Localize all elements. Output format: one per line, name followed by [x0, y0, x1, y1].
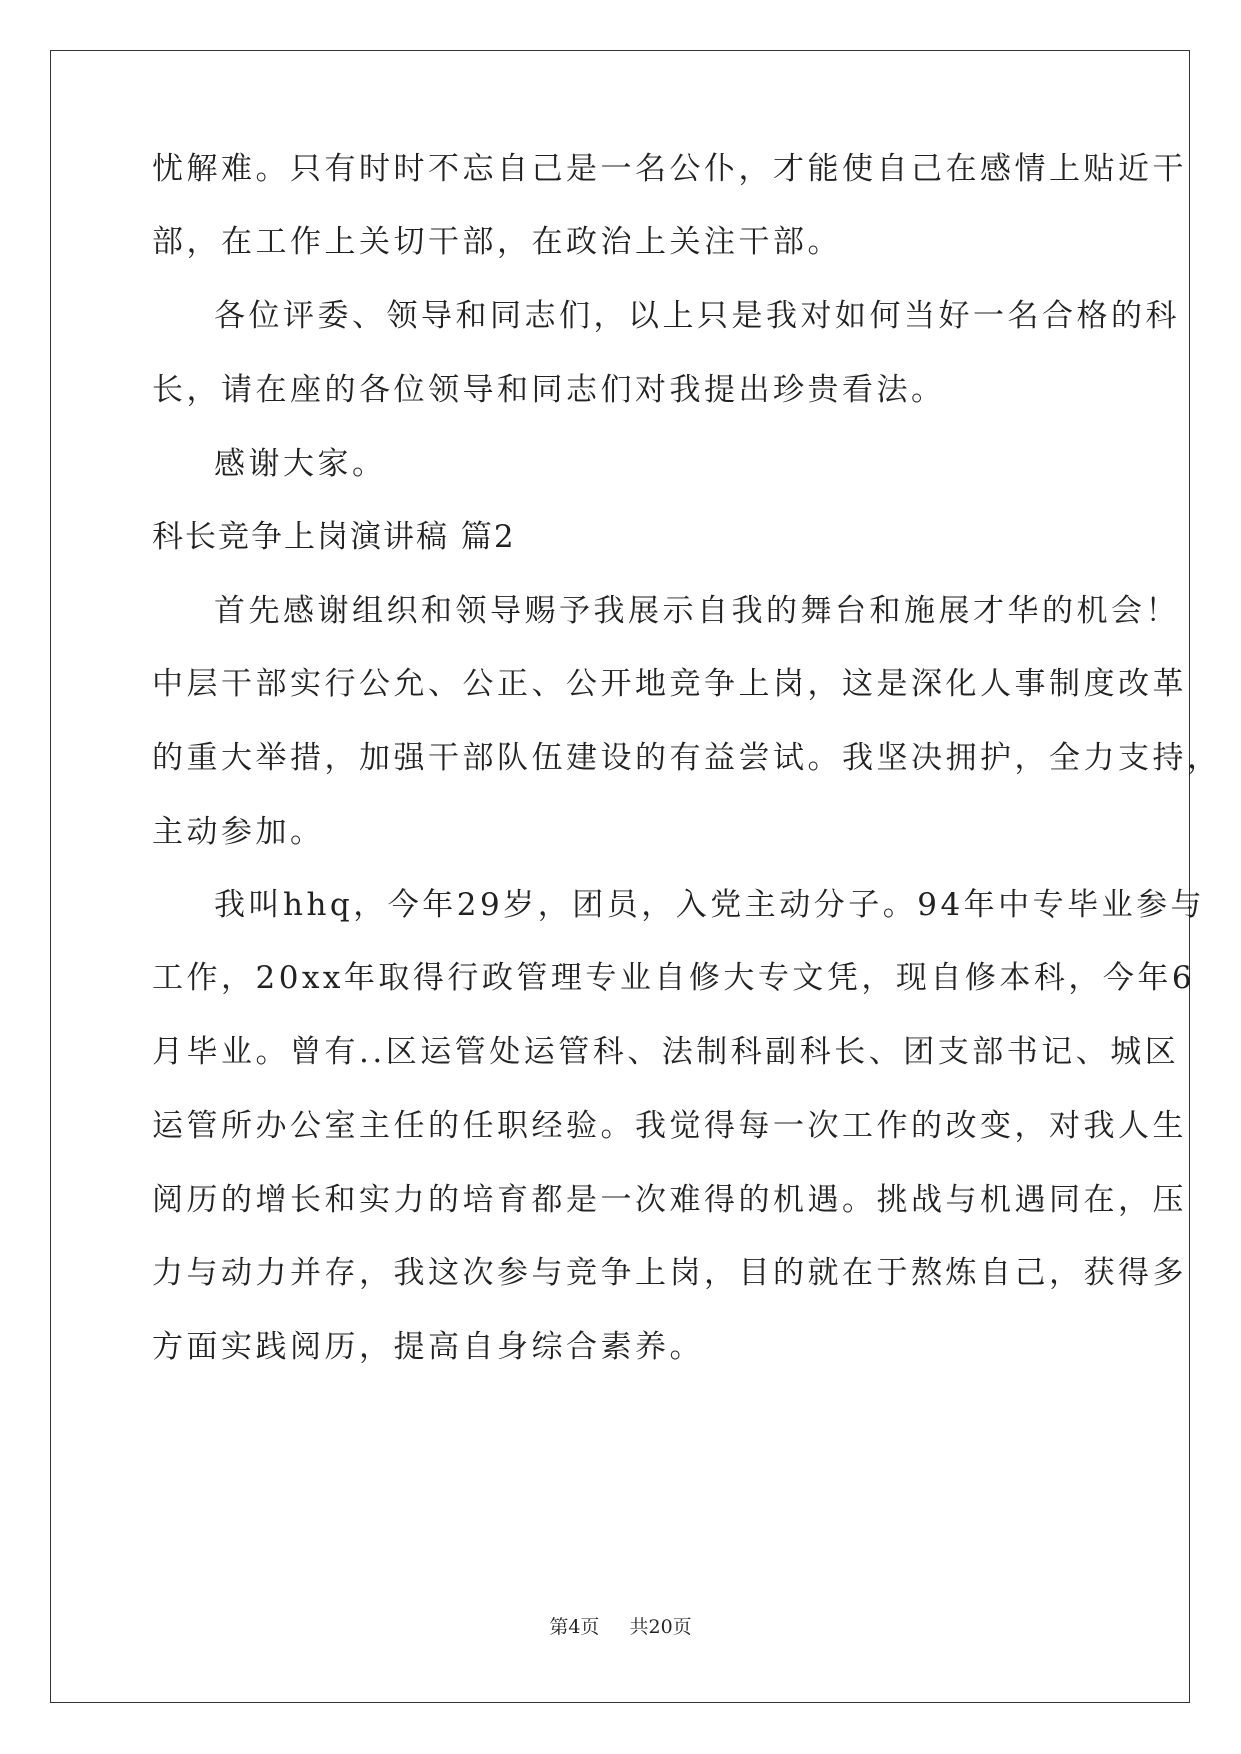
text-line: 力与动力并存，我这次参与竞争上岗，目的就在于熬炼自己，获得多	[152, 1255, 1187, 1291]
page-footer	[0, 1612, 1241, 1639]
text-line: 阅历的增长和实力的培育都是一次难得的机遇。挑战与机遇同在，压	[152, 1182, 1187, 1218]
paragraph-start: 首先感谢组织和领导赐予我展示自我的舞台和施展才华的机会！	[214, 593, 1180, 629]
text-line: 的重大举措，加强干部队伍建设的有益尝试。我坚决拥护，全力支持，	[152, 740, 1222, 776]
page-number: 第4页	[549, 1616, 600, 1638]
text-line: 忧解难。只有时时不忘自己是一名公仆，才能使自己在感情上贴近干	[152, 151, 1187, 187]
text-line: 月毕业。曾有..区运管处运管科、法制科副科长、团支部书记、城区	[152, 1034, 1180, 1070]
text-line: 部，在工作上关切干部，在政治上关注干部。	[152, 224, 842, 260]
section-title: 科长竞争上岗演讲稿 篇2	[152, 519, 516, 555]
text-line: 中层干部实行公允、公正、公开地竞争上岗，这是深化人事制度改革	[152, 666, 1187, 702]
text-line: 运管所办公室主任的任职经验。我觉得每一次工作的改变，对我人生	[152, 1108, 1187, 1144]
paragraph-start: 各位评委、领导和同志们，以上只是我对如何当好一名合格的科	[214, 298, 1180, 334]
paragraph-start: 我叫hhq，今年29岁，团员，入党主动分子。94年中专毕业参与	[214, 887, 1206, 923]
text-line: 长，请在座的各位领导和同志们对我提出珍贵看法。	[152, 372, 946, 408]
text-line: 工作，20xx年取得行政管理专业自修大专文凭，现自修本科，今年6	[152, 960, 1196, 996]
paragraph-start: 感谢大家。	[214, 446, 387, 482]
text-line: 方面实践阅历，提高自身综合素养。	[152, 1329, 704, 1365]
page-total: 共20页	[629, 1616, 692, 1638]
text-line: 主动参加。	[152, 814, 325, 850]
